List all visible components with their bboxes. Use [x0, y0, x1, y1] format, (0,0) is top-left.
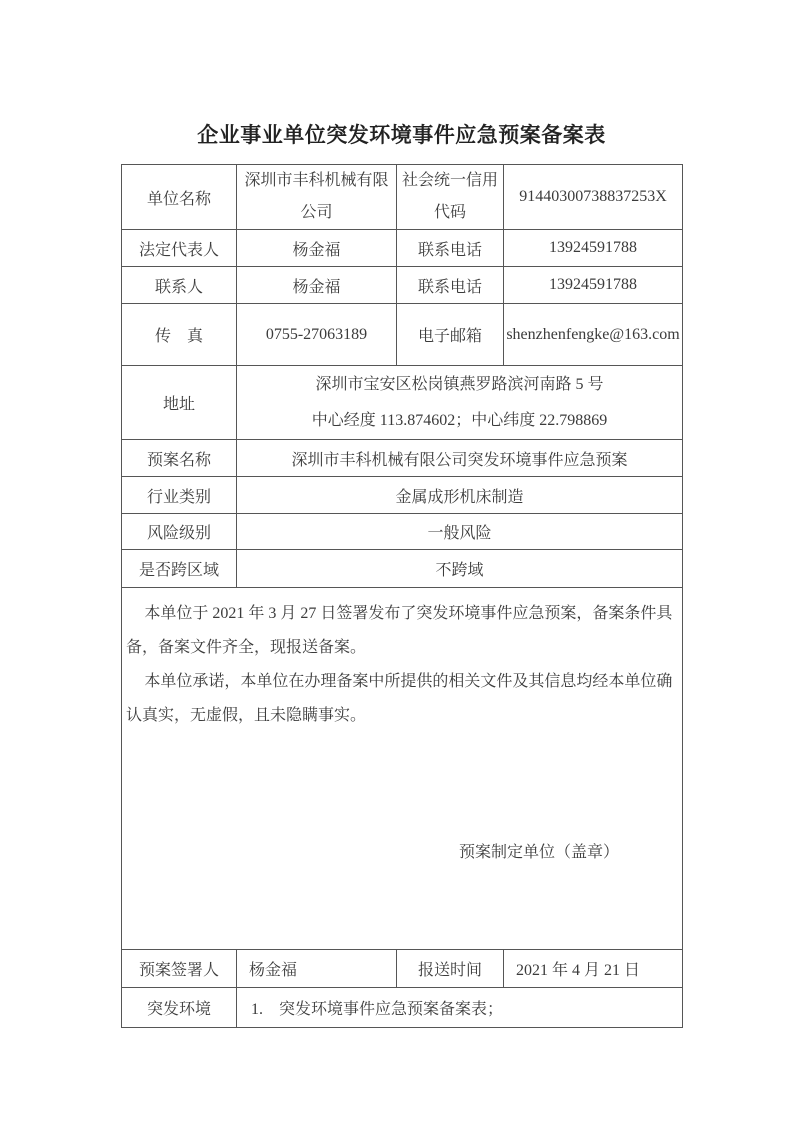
- table-row: [122, 950, 683, 988]
- credit-code-value: 91440300738837253X: [504, 165, 683, 230]
- filing-form-table: [121, 164, 683, 1028]
- address-line1: 深圳市宝安区松岗镇燕罗路滨河南路 5 号: [315, 376, 604, 394]
- legal-rep-label: 法定代表人: [122, 230, 237, 267]
- table-row: [122, 588, 683, 950]
- contact-value: 杨金福: [237, 267, 397, 304]
- table-row: [122, 230, 683, 267]
- attachments-item-1: 1. 突发环境事件应急预案备案表；: [237, 988, 683, 1028]
- stamp-line: 预案制定单位（盖章）: [458, 843, 619, 861]
- credit-code-label: 社会统一信用代码: [397, 165, 504, 230]
- table-row: [122, 304, 683, 366]
- form-sheet: [121, 0, 682, 1028]
- risk-level-value: 一般风险: [237, 514, 683, 550]
- plan-name-value: 深圳市丰科机械有限公司突发环境事件应急预案: [237, 440, 683, 477]
- address-value: [237, 366, 683, 440]
- table-row: [122, 165, 683, 230]
- industry-label: 行业类别: [122, 477, 237, 514]
- email-label: 电子邮箱: [397, 304, 504, 366]
- table-row: [122, 514, 683, 550]
- address-label: 地址: [122, 366, 237, 440]
- phone1-label: 联系电话: [397, 230, 504, 267]
- table-row: [122, 550, 683, 588]
- declaration-paragraph-2: 本单位承诺，本单位在办理备案中所提供的相关文件及其信息均经本单位确认真实，无虚假，且未隐瞒事实。: [126, 672, 673, 724]
- cross-region-label: 是否跨区域: [122, 550, 237, 588]
- address-coordinates: 中心经度 113.874602；中心纬度 22.798869: [311, 411, 608, 429]
- fax-label: 传 真: [122, 304, 237, 366]
- declaration-paragraph-1: 本单位于 2021 年 3 月 27 日签署发布了突发环境事件应急预案，备案条件具备，备案文件齐全，现报送备案。: [126, 605, 673, 656]
- phone1-value: 13924591788: [504, 230, 683, 267]
- contact-label: 联系人: [122, 267, 237, 304]
- table-row: [122, 267, 683, 304]
- signer-label: 预案签署人: [122, 950, 237, 988]
- phone2-label: 联系电话: [397, 267, 504, 304]
- submit-time-value: 2021 年 4 月 21 日: [504, 950, 683, 988]
- plan-name-label: 预案名称: [122, 440, 237, 477]
- email-value: shenzhenfengke@163.com: [504, 304, 683, 366]
- table-row: [122, 477, 683, 514]
- table-row: [122, 440, 683, 477]
- signer-value: 杨金福: [237, 950, 397, 988]
- phone2-value: 13924591788: [504, 267, 683, 304]
- attachments-label: 突发环境: [122, 988, 237, 1028]
- declaration-cell: [122, 588, 683, 950]
- table-row: [122, 988, 683, 1028]
- fax-value: 0755-27063189: [237, 304, 397, 366]
- unit-name-label: 单位名称: [122, 165, 237, 230]
- legal-rep-value: 杨金福: [237, 230, 397, 267]
- cross-region-value: 不跨域: [237, 550, 683, 588]
- risk-level-label: 风险级别: [122, 514, 237, 550]
- unit-name-value: 深圳市丰科机械有限公司: [237, 165, 397, 230]
- industry-value: 金属成形机床制造: [237, 477, 683, 514]
- table-row: [122, 366, 683, 440]
- document-title: 企业事业单位突发环境事件应急预案备案表: [197, 123, 606, 147]
- submit-time-label: 报送时间: [397, 950, 504, 988]
